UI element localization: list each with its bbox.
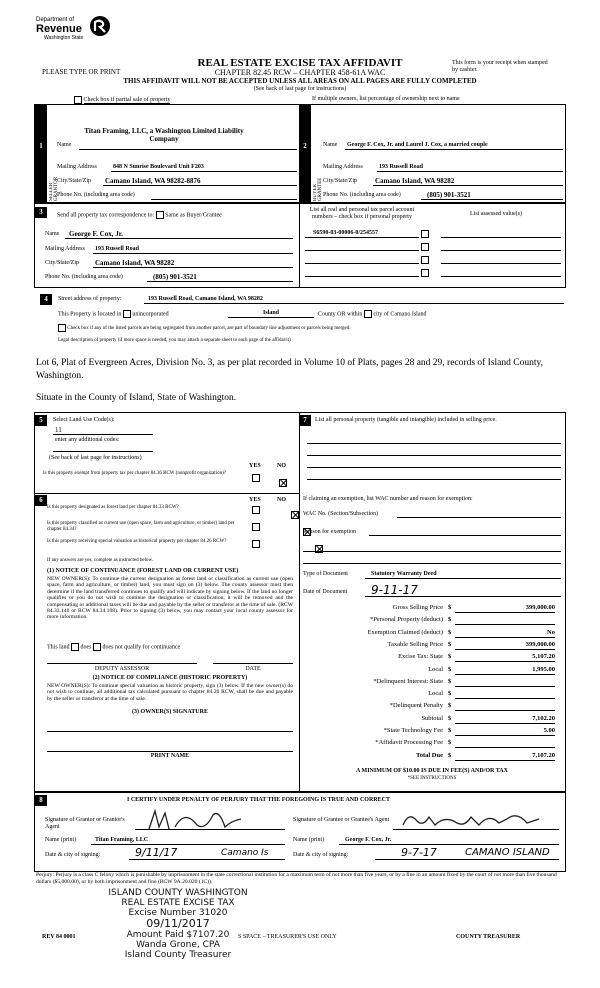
stamp-line-6: Wanda Grone, CPA: [136, 940, 220, 950]
land-use-yes: YES: [249, 463, 261, 469]
fee-value: 5,107.20: [455, 653, 555, 662]
located-label: This Property is located in: [58, 311, 122, 318]
fee-row: [303, 666, 561, 678]
dor-logo: [30, 14, 120, 44]
assessed-header: List assessed value(s): [470, 211, 522, 217]
section-8: [34, 792, 566, 872]
seller-mail-label: Mailing Address: [57, 164, 97, 170]
see-back: (See back of last page for instructions): [253, 86, 347, 92]
seller-city-label: City/State/Zip: [57, 178, 91, 184]
grantee-sig-label: Signature of Grantee or Grantee's Agent: [293, 817, 390, 823]
dept-line: Department of: [36, 17, 75, 23]
deputy-date: DATE: [245, 666, 261, 672]
segregated-label: Check box if any of the listed parcels are being segregated from another parcel, are part of boundary line adjustment or parcels being merged.: [67, 326, 351, 332]
fee-value: 7,102.20: [455, 715, 555, 724]
tp-phone: (805) 901-3521: [153, 273, 197, 281]
grantor-sig-label: Signature of Grantor or Grantor's Agent: [45, 817, 125, 830]
buyer-phone: (805) 901-3521: [427, 191, 471, 199]
s6-q1: Is this property designated as forest land per chapter 84.33 RCW?: [47, 505, 179, 510]
seller-phone-label: Phone No. (including area code): [57, 192, 135, 198]
current-use-yes-checkbox[interactable]: [252, 523, 260, 531]
stamp-line-4: 09/11/2017: [146, 917, 210, 930]
grantor-date-label: Date & city of signing:: [45, 852, 101, 858]
section-7-number: 7: [299, 415, 311, 426]
fee-label: Local: [428, 690, 443, 698]
exempt-no-checkbox[interactable]: [279, 479, 287, 487]
seller-city: Camano Island, WA 98282-8876: [105, 177, 201, 185]
fee-dollar-sign: $: [448, 714, 452, 722]
notice1-body: NEW OWNER(S): To continue the current designation as forest land or classification as current use (open space, farm and agriculture, or timber) land, you must sign on (3) below. The county assessor must then determine if the land transferred continues to qualify and will indicate by signing below. If the land no longer qualifies or you do not wish to continue the designation or classification, it will be removed and the compensating or additional taxes will be due and payable by the seller or transferor at the time of sale. (RCW 84.33.140 or RCW 84.34.108). Prior to signing (3) below, you may contact your local county assessor for more information.: [47, 576, 293, 621]
tp-mail-label: Mailing Address: [45, 246, 85, 252]
grantee-date: 9-7-17: [401, 846, 437, 859]
fee-label: Subtotal: [421, 714, 443, 722]
fee-dollar-sign: $: [448, 616, 452, 624]
doc-date-label: Date of Document: [303, 589, 348, 595]
legal-description: Lot 6, Plat of Evergreen Acres, Division No. 3, as per plat recorded in Volume 10 of Plats, pages 28 and 29, records of Island County, Washington.: [36, 358, 544, 381]
fee-label: *Delinquent Penalty: [389, 702, 443, 710]
section-4-number: 4: [40, 294, 52, 305]
fee-dollar-sign: $: [448, 702, 452, 710]
fee-row: [303, 727, 561, 739]
fee-dollar-sign: $: [448, 751, 452, 759]
reason-label: Reason for exemption: [303, 529, 356, 535]
stamp-line-5: Amount Paid $7107.20: [126, 930, 230, 940]
fee-dollar-sign: $: [448, 665, 452, 673]
parcel-header: List all real and personal tax parcel account numbers – check box if personal property: [309, 207, 415, 220]
seller-mail: 848 N Sunrise Boulevard Unit F203: [113, 164, 204, 170]
located-row: [58, 310, 169, 318]
section-5-6-7: [34, 412, 566, 792]
does-not-label: does not qualify for continuance: [102, 644, 181, 651]
exempt-yes-checkbox[interactable]: [252, 474, 260, 482]
fee-row: [303, 739, 561, 751]
section-3-number: 3: [35, 207, 47, 218]
please-type: PLEASE TYPE OR PRINT: [42, 68, 121, 76]
wac-label: WAC No. (Section/Subsection): [303, 511, 379, 517]
agency-name: Revenue: [36, 23, 82, 35]
seller-side-label: SELLER GRANTOR: [49, 176, 59, 201]
fee-dollar-sign: $: [448, 727, 452, 734]
exempt-question: Is this property exempt from property tax per chapter 84.36 RCW (nonprofit organization)?: [43, 471, 226, 476]
send-correspondence: [57, 211, 222, 219]
fee-value: 1,995.00: [455, 666, 555, 675]
personal-property-label: List all personal property (tangible and intangible) included in selling price.: [315, 417, 497, 423]
fee-row: [303, 678, 561, 690]
within-row: [318, 310, 427, 318]
forest-yes-checkbox[interactable]: [252, 506, 260, 514]
fee-label: Gross Selling Price: [392, 604, 443, 611]
grantee-signature: [399, 807, 549, 838]
does-label: does: [80, 644, 92, 651]
form-title: REAL ESTATE EXCISE TAX AFFIDAVIT: [197, 57, 403, 69]
fee-value: No: [455, 629, 555, 638]
continuance-row: [47, 643, 180, 651]
notice2-title: (2) NOTICE OF COMPLIANCE (HISTORIC PROPERTY): [92, 675, 248, 681]
grantee-date-label: Date & city of signing:: [293, 852, 349, 858]
grantee-name-label: Name (print): [293, 837, 325, 843]
exemption-label: If claiming an exemption, list WAC number and reason for exemption:: [303, 496, 473, 502]
notice2-body: NEW OWNER(S): To continue special valuation as historic property, sign (3) below. If the new owner(s) do not wish to continue, all additional tax calculated pursuant to chapter 84.26 RCW, shall be due and payable by the seller or transferor at the time of sale.: [47, 683, 293, 702]
county-or-label: County OR within: [318, 311, 363, 318]
s6-yes: YES: [249, 497, 261, 503]
segregated-row: [58, 324, 568, 332]
buyer-mail-label: Mailing Address: [323, 164, 363, 170]
minimum-note: A MINIMUM OF $10.00 IS DUE IN FEE(S) AND/OR TAX: [356, 768, 508, 774]
buyer-side-label: BUYER GRANTEE: [313, 177, 323, 201]
partial-sale-checkbox[interactable]: [74, 96, 82, 104]
fee-row: [303, 616, 561, 628]
grantor-date: 9/11/17: [135, 846, 178, 859]
buyer-city: Camano Island, WA 98282: [375, 177, 455, 185]
receipt-note: This form is your receipt when stamped by cashier.: [452, 60, 548, 73]
section-2-number: 2: [299, 141, 311, 152]
seller-name-label: Name: [57, 142, 72, 148]
street-address: 193 Russell Road, Camano Island, WA 98282: [148, 296, 263, 302]
parcel-1-checkbox[interactable]: [421, 230, 429, 238]
fee-label: Excise Tax: State: [398, 653, 443, 661]
fee-value: [455, 678, 555, 687]
section-3: [34, 202, 566, 288]
grantor-name: Titan Framing, LLC: [95, 837, 149, 843]
tp-city-label: City/State/Zip: [45, 260, 79, 266]
tp-name-label: Name: [45, 231, 60, 237]
tp-mail: 193 Russell Road: [95, 246, 140, 252]
see-instructions: *SEE INSTRUCTIONS: [407, 776, 457, 781]
parcel-3-checkbox[interactable]: [421, 256, 429, 264]
parcel-2-checkbox[interactable]: [421, 243, 429, 251]
fee-row: [303, 752, 561, 764]
within-city-checkbox[interactable]: [364, 310, 372, 318]
send-correspondence-label: Send all property tax correspondence to:: [57, 212, 155, 219]
historic-yes-checkbox[interactable]: [252, 540, 260, 548]
stamp-line-2: REAL ESTATE EXCISE TAX: [121, 898, 235, 908]
fee-value: [455, 739, 555, 748]
does-checkbox[interactable]: [71, 643, 79, 651]
deputy-assessor: DEPUTY ASSESSOR: [94, 666, 150, 672]
buyer-city-label: City/State/Zip: [323, 178, 357, 184]
buyer-name: George F. Cox, Jr. and Laurel J. Cox, a married couple: [347, 142, 488, 148]
additional-codes: enter any additional codes:: [55, 437, 120, 443]
fee-value: [455, 702, 555, 711]
state-name: Washington State: [44, 35, 84, 41]
section-1-2: [34, 104, 566, 204]
grantor-signature: [145, 807, 265, 837]
grantee-city: CAMANO ISLAND: [465, 847, 550, 858]
section-8-number: 8: [35, 795, 47, 806]
county-treasurer: COUNTY TREASURER: [456, 934, 521, 940]
fee-value: 5.00: [455, 727, 555, 736]
doc-type-label: Type of Document: [303, 571, 348, 577]
seller-name: Titan Framing, LLC, a Washington Limited Liability Company: [84, 127, 244, 143]
fee-row: [303, 702, 561, 714]
s6-if-yes: If any answers are yes, complete as instructed below.: [47, 558, 154, 563]
unincorporated-checkbox[interactable]: [123, 310, 131, 318]
section-1-number: 1: [35, 141, 47, 152]
s6-q2: Is this property classified as current use (open space, farm and agriculture, or timber) land per chapter 84.34?: [47, 521, 235, 532]
legal-label: Legal description of property (if more space is needed, you may attach a separate sheet to each page of the affidavit): [58, 338, 291, 343]
stamp-line-3: Excise Number 31020: [128, 908, 228, 918]
fee-label: *Affidavit Processing Fee: [375, 739, 443, 747]
fee-value: 399,000.00: [455, 641, 555, 650]
legal-situate: Situate in the County of Island, State of Washington.: [36, 393, 237, 403]
fee-value: 7,107.20: [455, 752, 555, 761]
fee-value: 399,000.00: [455, 604, 555, 613]
treasurer-stamp: [78, 888, 278, 960]
revenue-logo-icon: [88, 14, 112, 38]
rev-number: REV 84 0001: [42, 934, 76, 940]
fee-label: Local: [428, 665, 443, 673]
land-use-see-back: (See back of last page for instructions): [49, 455, 142, 461]
forest-no-checkbox[interactable]: [291, 511, 299, 519]
county-name: Island: [228, 310, 314, 318]
parcel-4-checkbox[interactable]: [421, 269, 429, 277]
chapter-line: CHAPTER 82.45 RCW – CHAPTER 458-61A WAC: [214, 68, 386, 77]
fee-dollar-sign: $: [448, 739, 452, 747]
stamp-line-1: ISLAND COUNTY WASHINGTON: [108, 888, 248, 898]
perjury-notice: Perjury: Perjury is a class C felony which is punishable by imprisonment in the state correctional institution for a maximum term of not more than five years, or by a fine in an amount fixed by the court of not more than five thousand dollars ($5,000.00), or by both imprisonment and fine (RCW 9A.20.020 (1C)).: [36, 872, 557, 885]
grantee-name: George F. Cox, Jr.: [345, 837, 392, 843]
owner-signature-label: (3) OWNER(S) SIGNATURE: [132, 709, 208, 715]
land-use-label: Select Land Use Code(s):: [53, 417, 115, 423]
does-not-checkbox[interactable]: [93, 643, 101, 651]
fee-row: [303, 690, 561, 702]
same-as-buyer-label: Same as Buyer/Grantee: [165, 212, 222, 219]
doc-date: 9-11-17: [371, 583, 418, 597]
treasurer-space: S SPACE – TREASURER'S USE ONLY: [238, 934, 337, 940]
buyer-phone-label: Phone No. (including area code): [323, 192, 401, 198]
this-land-label: This land: [47, 644, 70, 651]
notice1-title: (1) NOTICE OF CONTINUANCE (FOREST LAND OR CURRENT USE): [47, 568, 239, 574]
certify-line: I CERTIFY UNDER PENALTY OF PERJURY THAT THE FOREGOING IS TRUE AND CORRECT: [127, 797, 390, 803]
segregated-checkbox[interactable]: [58, 324, 66, 332]
doc-type: Statutory Warranty Deed: [371, 571, 437, 577]
buyer-mail: 193 Russell Road: [379, 164, 424, 170]
grantor-name-label: Name (print): [45, 837, 77, 843]
s6-q3: Is this property receiving special valuation as historical property per chapter 84.26 RCW?: [47, 539, 227, 544]
grantor-city: Camano Is: [221, 848, 269, 858]
unincorporated-label: unincorporated: [132, 311, 169, 318]
section-6-number: 6: [35, 495, 47, 506]
fee-row: [303, 641, 561, 653]
fee-row: [303, 715, 561, 727]
stamp-line-7: Island County Treasurer: [124, 950, 232, 960]
land-use-no: NO: [277, 463, 286, 469]
same-as-buyer-checkbox[interactable]: [156, 211, 164, 219]
city-of-label: city of Camano Island: [373, 311, 427, 318]
fee-dollar-sign: $: [448, 604, 452, 611]
fee-label: Taxable Selling Price: [387, 640, 443, 648]
buyer-name-label: Name: [323, 142, 338, 148]
fee-label: *State Technology Fee: [383, 727, 443, 734]
fee-label: *Delinquent Interest: State: [373, 677, 443, 685]
fee-label: *Personal Property (deduct): [370, 616, 443, 624]
print-name-label: PRINT NAME: [150, 753, 190, 759]
historic-no-checkbox[interactable]: [315, 545, 323, 553]
fee-label: Total Due: [415, 751, 443, 759]
fee-value: [455, 616, 555, 625]
warning-line: THIS AFFIDAVIT WILL NOT BE ACCEPTED UNLESS ALL AREAS ON ALL PAGES ARE FULLY COMPLETED: [123, 77, 477, 85]
parcel-number: S6590-03-00006-0/254557: [313, 230, 378, 236]
land-use-code: 11: [55, 426, 62, 434]
fee-label: Exemption Claimed (deduct): [367, 628, 443, 636]
fee-dollar-sign: $: [448, 653, 452, 661]
fee-dollar-sign: $: [448, 640, 452, 648]
tp-phone-label: Phone No. (including area code): [45, 274, 123, 280]
street-label: Street address of property:: [58, 296, 122, 302]
fee-dollar-sign: $: [448, 677, 452, 685]
s6-no: NO: [277, 497, 286, 503]
partial-sale-label: Check box if partial sale of property: [83, 97, 171, 104]
tp-city: Camano Island, WA 98282: [95, 259, 175, 267]
fee-row: [303, 604, 561, 616]
fee-value: [455, 690, 555, 699]
section-5-number: 5: [35, 415, 47, 426]
fee-row: [303, 629, 561, 641]
multiple-owners-note: If multiple owners, list percentage of ownership next to name: [312, 96, 460, 102]
fee-dollar-sign: $: [448, 628, 452, 636]
fee-row: [303, 653, 561, 665]
fee-dollar-sign: $: [448, 690, 452, 698]
tp-name: George F. Cox, Jr.: [69, 230, 123, 238]
